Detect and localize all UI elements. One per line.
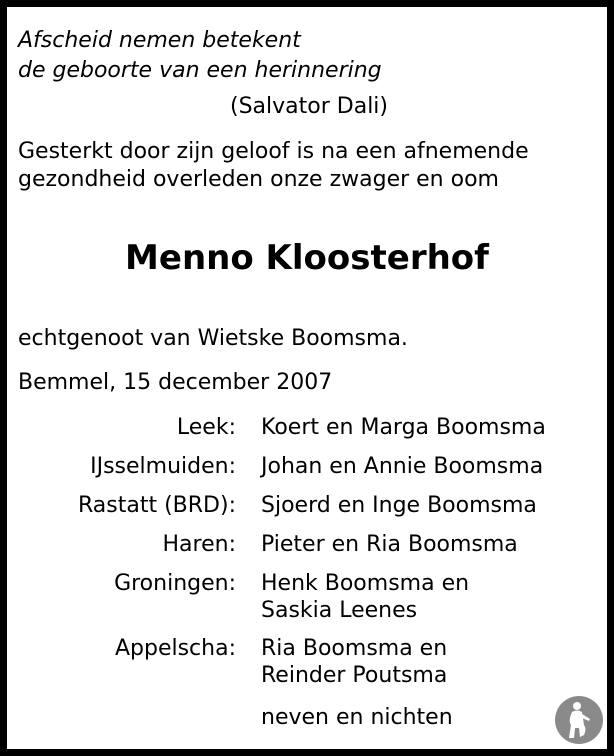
family-row bbox=[0, 414, 614, 442]
family-name-line: Henk Boomsma en bbox=[261, 571, 470, 596]
family-place: Groningen: bbox=[114, 571, 236, 596]
family-name-line: Pieter en Ria Boomsma bbox=[261, 532, 518, 557]
family-row bbox=[0, 635, 614, 689]
logo-head bbox=[573, 702, 581, 710]
intro-line: gezondheid overleden onze zwager en oom bbox=[18, 167, 499, 192]
family-name-line: Johan en Annie Boomsma bbox=[261, 454, 544, 479]
family-row bbox=[0, 570, 614, 624]
family-names bbox=[261, 414, 546, 442]
place-date-line: Bemmel, 15 december 2007 bbox=[18, 370, 333, 395]
quote-attribution: (Salvator Dali) bbox=[230, 94, 388, 119]
family-names bbox=[261, 531, 518, 559]
family-place: Haren: bbox=[162, 532, 236, 557]
family-names bbox=[261, 635, 447, 689]
quote-line: de geboorte van een herinnering bbox=[18, 58, 382, 83]
family-place: IJsselmuiden: bbox=[90, 454, 236, 479]
opening-quote bbox=[18, 26, 382, 86]
family-place: Appelscha: bbox=[114, 636, 236, 661]
family-names bbox=[261, 570, 469, 624]
family-row bbox=[0, 531, 614, 559]
family-name-line: Reinder Poutsma bbox=[261, 663, 448, 688]
family-list bbox=[0, 414, 614, 700]
family-place: Leek: bbox=[176, 415, 236, 440]
spouse-line: echtgenoot van Wietske Boomsma. bbox=[18, 326, 408, 351]
family-row bbox=[0, 492, 614, 520]
family-name-line: Ria Boomsma en bbox=[261, 636, 448, 661]
memorial-logo-icon bbox=[554, 695, 604, 745]
family-names bbox=[261, 492, 537, 520]
closing-line: neven en nichten bbox=[261, 705, 453, 730]
family-place: Rastatt (BRD): bbox=[78, 493, 236, 518]
family-name-line: Saskia Leenes bbox=[261, 598, 418, 623]
deceased-name: Menno Kloosterhof bbox=[125, 238, 489, 278]
intro-text bbox=[18, 138, 529, 194]
quote-line: Afscheid nemen betekent bbox=[18, 28, 301, 53]
family-names bbox=[261, 453, 543, 481]
intro-line: Gesterkt door zijn geloof is na een afnemende bbox=[18, 139, 529, 164]
family-name-line: Koert en Marga Boomsma bbox=[261, 415, 546, 440]
family-row bbox=[0, 453, 614, 481]
family-name-line: Sjoerd en Inge Boomsma bbox=[261, 493, 537, 518]
